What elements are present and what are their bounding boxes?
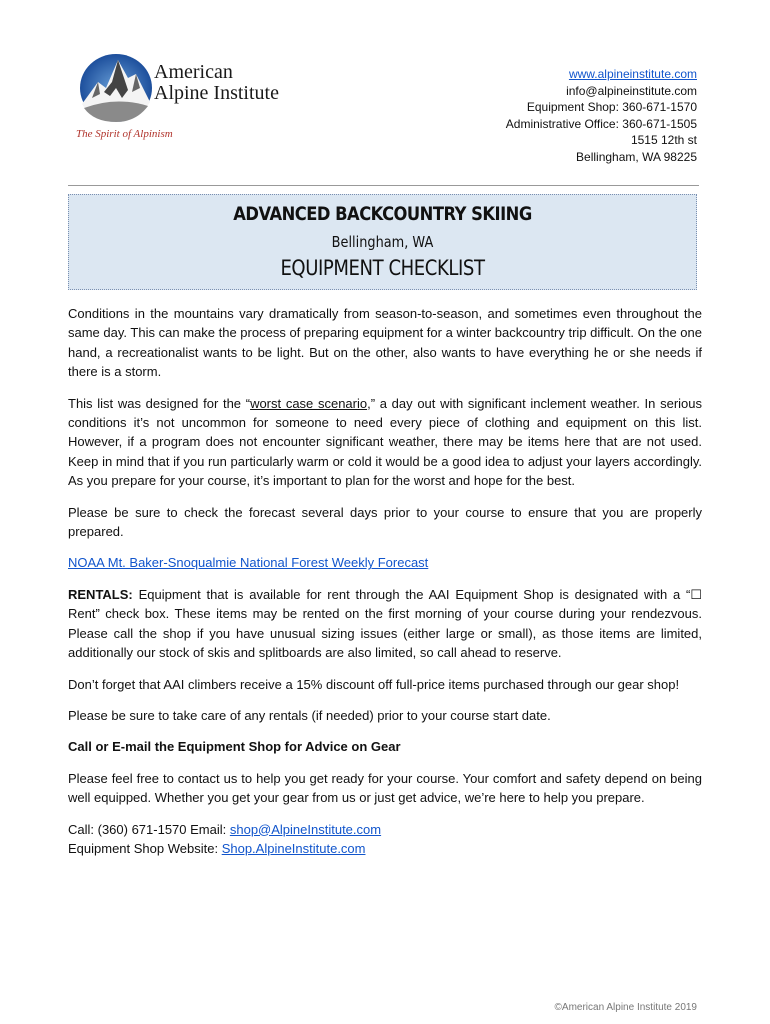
copyright-footer: ©American Alpine Institute 2019: [554, 1002, 697, 1013]
forecast-link-paragraph: [68, 553, 702, 572]
course-location: Bellingham, WA: [331, 233, 434, 251]
advice-heading-text: Call or E-mail the Equipment Shop for Advice on Gear: [68, 739, 401, 755]
worst-case-paragraph: [68, 394, 702, 491]
discount-paragraph: Don’t forget that AAI climbers receive a 15% discount off full-price items purchased through our gear shop!: [68, 676, 680, 692]
p2-text-end: ,” a day out with significant inclement weather. In serious conditions it’s not uncommon for someone to need every piece of clothing and equipment on this list. However, if a program does not encounter significant weather, there may be items here that are not used. Keep in mind that if you run particularly warm or cold it would be a good idea to adjust your layers accordingly. As you prepare for your course, it’s important to plan for the worst and hope for the best.: [68, 395, 702, 489]
contact-email: info@alpineinstitute.com: [566, 83, 697, 98]
rentals-text: Equipment that is available for rent through the AAI Equipment Shop is designated with a “☐ Rent” check box. These items may be rented on the first morning of your course during your rendezvous. Please call the shop if you have unusual sizing issues (either large or small), as those items are limited, additionally our stock of skis and splitboards are also limited, so call ahead to reserve.: [68, 586, 702, 661]
forecast-paragraph: Please be sure to check the forecast several days prior to your course to ensure that you are properly prepared.: [68, 504, 702, 540]
contact-block: [506, 66, 697, 165]
contact-details: [68, 820, 702, 859]
tagline: The Spirit of Alpinism: [76, 128, 173, 140]
equipment-shop-phone: Equipment Shop: 360-671-1570: [526, 100, 697, 114]
admin-office-phone: Administrative Office: 360-671-1505: [505, 116, 697, 131]
call-info: Call: (360) 671-1570 Email:: [68, 821, 230, 837]
shop-email-link[interactable]: shop@AlpineInstitute.com: [229, 821, 382, 837]
worst-case-phrase: worst case scenario: [250, 395, 368, 411]
document-body: [68, 304, 702, 870]
org-name-line1: American: [154, 61, 233, 83]
rentals-label: RENTALS:: [68, 586, 133, 602]
city-address: Bellingham, WA 98225: [576, 149, 697, 164]
aai-logo: [76, 52, 306, 147]
advice-heading: [68, 737, 702, 756]
p2-text-start: This list was designed for the “: [68, 395, 251, 411]
course-title: ADVANCED BACKCOUNTRY SKIING: [233, 203, 532, 225]
noaa-forecast-link[interactable]: NOAA Mt. Baker-Snoqualmie National Forest Weekly Forecast: [68, 555, 429, 571]
street-address: 1515 12th st: [630, 133, 697, 147]
org-name: [154, 62, 279, 104]
checklist-title: EQUIPMENT CHECKLIST: [280, 256, 485, 280]
title-banner: [68, 194, 697, 290]
website-link[interactable]: www.alpineinstitute.com: [568, 67, 697, 81]
rentals-paragraph: [68, 585, 702, 663]
intro-paragraph: Conditions in the mountains vary dramatically from season-to-season, and sometimes even throughout the same day. This can make the process of preparing equipment for a winter backcountry trip difficult. On the one hand, a recreationalist wants to be light. But on the other, also wants to have everything he or she needs if there is a storm.: [68, 306, 702, 380]
mountain-logo-icon: [78, 52, 154, 124]
contact-paragraph: Please feel free to contact us to help you get ready for your course. Your comfort and safety depend on being well equipped. Whether you get your gear from us or just get advice, we’re here to help you prepare.: [68, 770, 702, 806]
header-divider: [68, 185, 699, 186]
shop-website-link[interactable]: Shop.AlpineInstitute.com: [221, 840, 366, 856]
website-label: Equipment Shop Website:: [68, 840, 222, 856]
rentals-reminder-paragraph: Please be sure to take care of any rentals (if needed) prior to your course start date.: [68, 707, 551, 723]
org-name-line2: Alpine Institute: [154, 82, 279, 104]
